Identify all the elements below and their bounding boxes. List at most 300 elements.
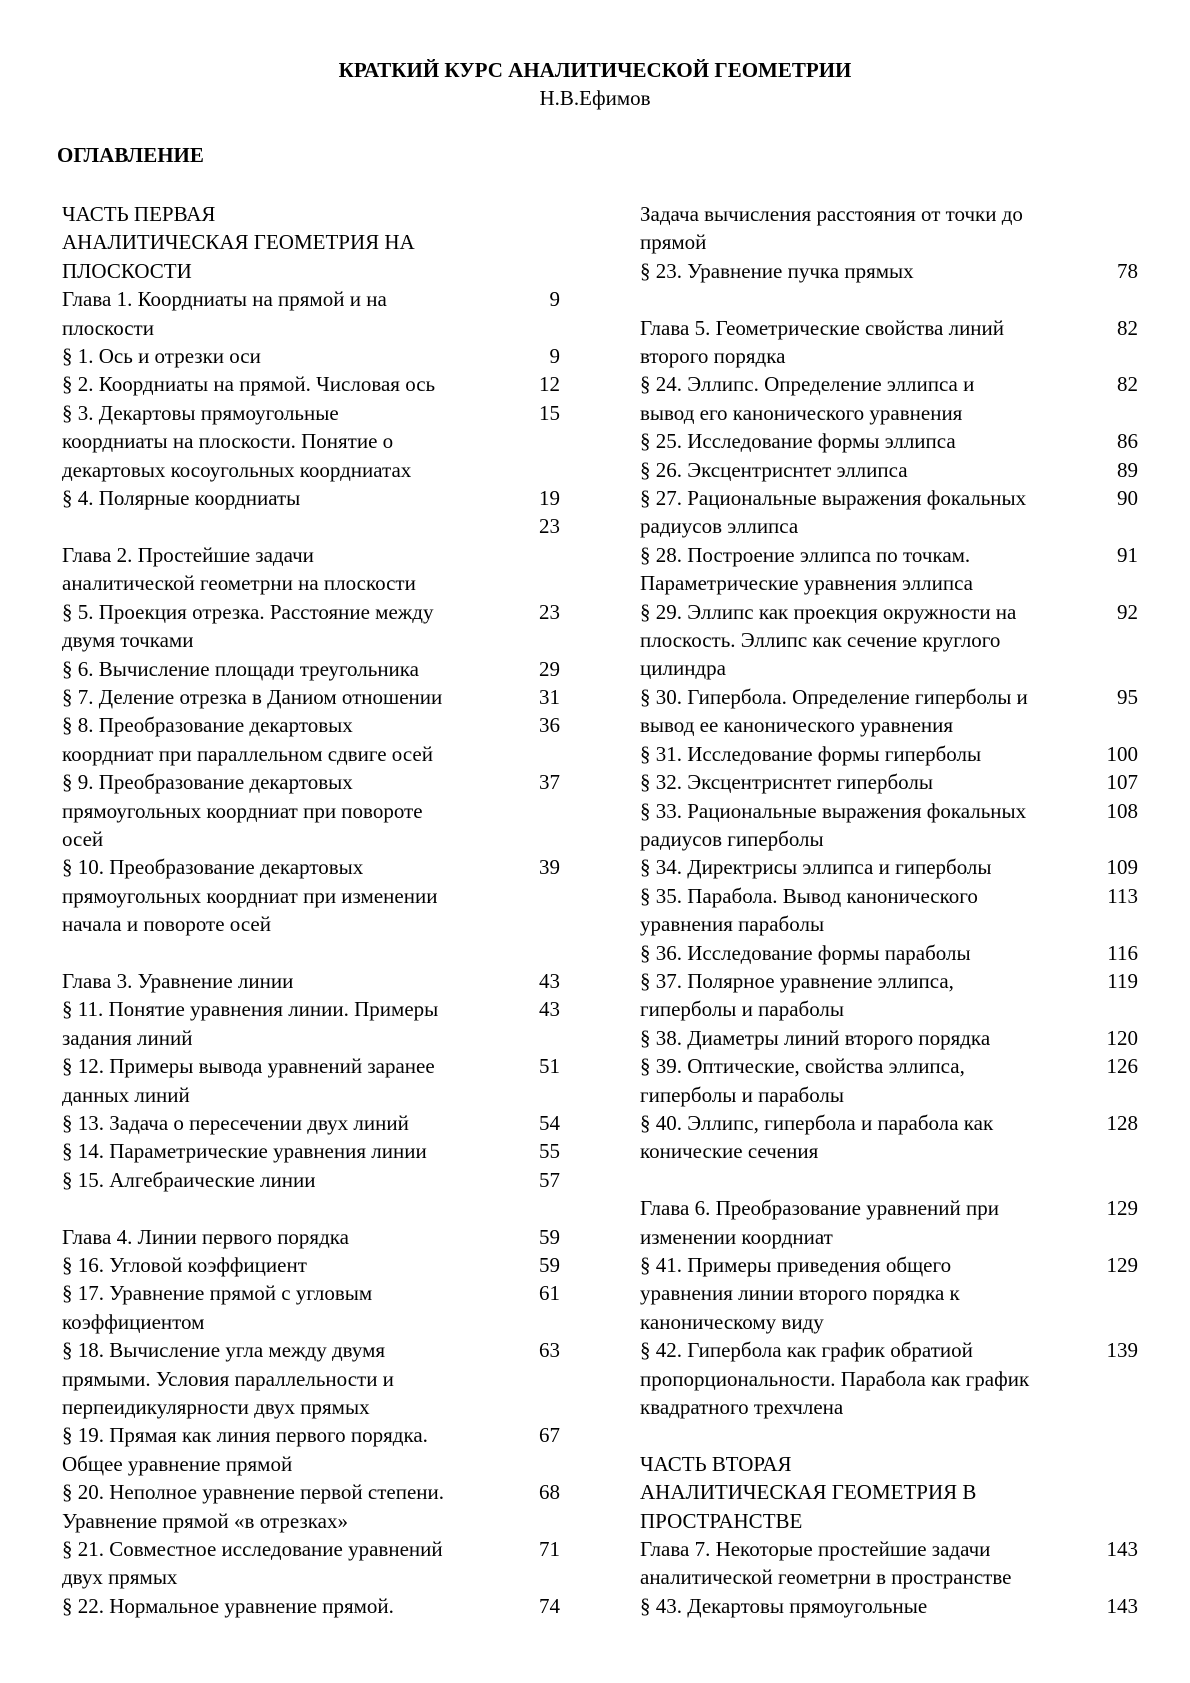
toc-entry xyxy=(640,285,1138,313)
toc-entry xyxy=(62,1450,560,1478)
toc-entry-title: осей xyxy=(62,826,104,851)
toc-entry-page xyxy=(506,1365,560,1393)
toc-entry-page xyxy=(506,939,560,967)
toc-entry-title: прямоугольных коордниат при повороте xyxy=(62,798,423,823)
toc-entry-page: 54 xyxy=(539,1110,560,1135)
toc-entry-page: 119 xyxy=(1107,968,1138,993)
toc-entry-title: § 4. Полярные коордниаты xyxy=(62,486,301,511)
toc-entry xyxy=(640,370,1138,398)
toc-entry-page: 91 xyxy=(1117,542,1138,567)
toc-entry xyxy=(640,1223,1138,1251)
toc-entry-page: 129 xyxy=(1106,1253,1138,1277)
toc-entry-page: 113 xyxy=(1107,883,1138,908)
toc-entry xyxy=(640,1365,1138,1393)
toc-entry-title: § 30. Гипербола. Определение гиперболы и xyxy=(640,684,1028,709)
toc-entry-title: ПЛОСКОСТИ xyxy=(62,258,192,283)
toc-entry-page: 90 xyxy=(1117,486,1138,511)
toc-entry-title: § 17. Уравнение прямой с угловым xyxy=(62,1281,373,1306)
toc-entry-title: § 22. Нормальное уравнение прямой. xyxy=(62,1593,394,1618)
toc-entry-page xyxy=(1084,910,1138,938)
toc-entry-title: коордниат при параллельном сдвиге осей xyxy=(62,741,433,766)
toc-entry-page xyxy=(506,314,560,342)
toc-entry-title: радиусов эллипса xyxy=(640,514,799,539)
toc-entry-page xyxy=(506,1024,560,1052)
toc-entry-title: § 29. Эллипс как проекция окружности на xyxy=(640,599,1017,624)
toc-entry-title: § 34. Директрисы эллипса и гиперболы xyxy=(640,855,992,880)
toc-entry xyxy=(640,399,1138,427)
toc-entry xyxy=(62,314,560,342)
toc-entry xyxy=(62,1052,560,1080)
toc-entry-title: Задача вычисления расстояния от точки до xyxy=(640,202,1023,226)
toc-entry xyxy=(62,569,560,597)
toc-entry-title: Глава 5. Геометрические свойства линий xyxy=(640,315,1005,340)
toc-entry xyxy=(62,740,560,768)
document-author: Н.В.Ефимов xyxy=(539,86,651,110)
toc-entry-page xyxy=(506,1563,560,1591)
toc-entry-title: § 13. Задача о пересечении двух линий xyxy=(62,1110,409,1135)
toc-entry-page xyxy=(506,1450,560,1478)
toc-entry-page: 74 xyxy=(539,1593,560,1618)
toc-entry xyxy=(62,1592,560,1620)
toc-entry-page: 12 xyxy=(539,372,560,397)
toc-entry-title: каноническому виду xyxy=(640,1309,824,1334)
toc-entry xyxy=(62,342,560,370)
toc-entry-page xyxy=(506,427,560,455)
toc-entry-title: § 21. Совместное исследование уравнений xyxy=(62,1537,443,1562)
toc-entry-page xyxy=(1084,1137,1138,1165)
toc-entry xyxy=(62,1109,560,1137)
toc-entry xyxy=(640,853,1138,881)
toc-entry xyxy=(62,825,560,853)
toc-entry-title: § 8. Преобразование декартовых xyxy=(62,713,353,738)
toc-entry xyxy=(640,882,1138,910)
toc-entry-page xyxy=(506,910,560,938)
toc-entry xyxy=(62,1024,560,1052)
toc-entry-title: § 7. Деление отрезка в Даниом отношении xyxy=(62,684,443,709)
toc-entry xyxy=(62,882,560,910)
toc-entry-title: двух прямых xyxy=(62,1565,178,1590)
toc-entry-title: Уравнение прямой «в отрезках» xyxy=(62,1508,348,1533)
toc-entry-page: 39 xyxy=(539,855,560,880)
toc-entry-title: § 18. Вычисление угла между двумя xyxy=(62,1338,386,1363)
toc-entry xyxy=(62,1308,560,1336)
toc-entry-title: прямыми. Условия параллельности и xyxy=(62,1366,394,1391)
toc-entry-title: прямоугольных коордниат при изменении xyxy=(62,883,438,908)
toc-entry xyxy=(62,1336,560,1364)
toc-entry-page: 43 xyxy=(539,997,560,1022)
toc-entry-page xyxy=(506,797,560,825)
toc-entry-page xyxy=(506,1308,560,1336)
toc-entry xyxy=(640,768,1138,796)
toc-entry xyxy=(640,512,1138,540)
toc-entry-title xyxy=(640,1166,1084,1194)
toc-entry xyxy=(62,1279,560,1307)
toc-entry-page xyxy=(506,1393,560,1421)
toc-entry-title: § 31. Исследование формы гиперболы xyxy=(640,741,982,766)
toc-entry xyxy=(62,257,560,285)
toc-entry-page: 108 xyxy=(1106,798,1138,823)
toc-entry-page: 63 xyxy=(539,1338,560,1363)
toc-entry-title: изменении коордниат xyxy=(640,1224,833,1249)
toc-entry xyxy=(640,1450,1138,1478)
toc-entry-title: гиперболы и параболы xyxy=(640,997,845,1022)
toc-entry xyxy=(62,370,560,398)
toc-entry-title: § 37. Полярное уравнение эллипса, xyxy=(640,968,954,993)
toc-entry-title: § 39. Оптические, свойства эллипса, xyxy=(640,1054,965,1079)
toc-entry-page: 109 xyxy=(1106,855,1138,880)
toc-entry-page xyxy=(506,228,560,256)
toc-entry-page xyxy=(506,626,560,654)
toc-entry-page: 67 xyxy=(539,1423,560,1448)
toc-entry-page: 36 xyxy=(539,713,560,738)
toc-entry xyxy=(62,427,560,455)
toc-entry-title: § 25. Исследование формы эллипса xyxy=(640,429,956,454)
toc-entry xyxy=(62,768,560,796)
toc-entry-title: уравнения линии второго порядка к xyxy=(640,1281,960,1306)
toc-entry-page: 71 xyxy=(539,1537,560,1562)
toc-entry xyxy=(640,654,1138,682)
toc-entry-title: плоскости xyxy=(62,315,154,340)
toc-entry-page: 82 xyxy=(1117,372,1138,397)
toc-entry-page: 57 xyxy=(539,1167,560,1192)
toc-entry-page: 92 xyxy=(1117,599,1138,624)
toc-entry xyxy=(62,797,560,825)
toc-entry xyxy=(640,1421,1138,1449)
toc-entry-title: плоскость. Эллипс как сечение круглого xyxy=(640,628,1001,653)
toc-entry-title: Глава 6. Преобразование уравнений при xyxy=(640,1196,999,1221)
toc-entry-title: второго порядка xyxy=(640,344,786,369)
toc-entry xyxy=(62,200,560,228)
toc-entry xyxy=(640,257,1138,285)
toc-entry-page xyxy=(1084,1450,1138,1478)
toc-entry xyxy=(640,598,1138,626)
toc-entry-page xyxy=(506,257,560,285)
toc-entry-page xyxy=(1084,200,1138,228)
toc-entry-title: Глава 7. Некоторые простейшие задачи xyxy=(640,1537,991,1562)
toc-entry-title: § 24. Эллипс. Определение эллипса и xyxy=(640,372,975,397)
toc-entry-page: 143 xyxy=(1106,1537,1138,1562)
toc-entry-title: гиперболы и параболы xyxy=(640,1082,845,1107)
toc-entry xyxy=(62,626,560,654)
toc-entry-page: 68 xyxy=(539,1480,560,1505)
toc-entry-title: Глава 2. Простейшие задачи xyxy=(62,542,314,567)
toc-entry-title: § 15. Алгебраические линии xyxy=(62,1167,316,1192)
toc-entry xyxy=(62,1137,560,1165)
toc-entry-page xyxy=(1084,512,1138,540)
toc-entry xyxy=(640,910,1138,938)
toc-entry-title: § 6. Вычисление площади треугольника xyxy=(62,656,419,681)
toc-entry-page xyxy=(506,200,560,228)
toc-entry-title: вывод его канонического уравнения xyxy=(640,400,963,425)
toc-entry-title: Глава 3. Уравнение линии xyxy=(62,968,294,993)
toc-entry-page xyxy=(1084,1166,1138,1194)
toc-entry-title xyxy=(62,1194,506,1222)
toc-entry-page: 95 xyxy=(1117,684,1138,709)
toc-entry-page: 129 xyxy=(1106,1196,1138,1221)
toc-entry xyxy=(640,711,1138,739)
toc-entry-title: § 38. Диаметры линий второго порядка xyxy=(640,1025,991,1050)
toc-entry-title: § 42. Гипербола как график обратиой xyxy=(640,1338,973,1363)
toc-entry xyxy=(640,1137,1138,1165)
toc-entry xyxy=(640,1308,1138,1336)
toc-entry-title: § 33. Рациональные выражения фокальных xyxy=(640,798,1027,823)
toc-entry-title: аналитической геометрни на плоскости xyxy=(62,571,416,596)
toc-entry xyxy=(640,1563,1138,1591)
toc-entry-page xyxy=(506,882,560,910)
toc-entry-page: 82 xyxy=(1117,315,1138,340)
toc-entry-title: радиусов гиперболы xyxy=(640,826,824,851)
toc-entry-title: § 41. Примеры приведения общего xyxy=(640,1253,952,1277)
toc-entry-title: задания линий xyxy=(62,1025,193,1050)
toc-entry xyxy=(640,427,1138,455)
toc-entry xyxy=(640,484,1138,512)
toc-entry-title: § 43. Декартовы прямоугольные xyxy=(640,1593,928,1618)
toc-entry xyxy=(640,1081,1138,1109)
toc-entry-page xyxy=(506,1507,560,1535)
toc-entry xyxy=(640,541,1138,569)
toc-entry xyxy=(62,1223,560,1251)
toc-entry xyxy=(62,285,560,313)
toc-entry xyxy=(62,228,560,256)
toc-column-left xyxy=(62,200,560,1620)
toc-entry-page xyxy=(506,456,560,484)
toc-entry-title: § 5. Проекция отрезка. Расстояние между xyxy=(62,599,434,624)
toc-entry xyxy=(62,995,560,1023)
toc-entry xyxy=(640,342,1138,370)
toc-entry xyxy=(62,456,560,484)
toc-entry-page: 120 xyxy=(1106,1025,1138,1050)
toc-entry-title: § 10. Преобразование декартовых xyxy=(62,855,364,880)
toc-entry xyxy=(62,1393,560,1421)
toc-entry-title: Глава 4. Линии первого порядка xyxy=(62,1224,349,1249)
toc-entry-page: 89 xyxy=(1117,457,1138,482)
toc-entry-title: § 28. Построение эллипса по точкам. xyxy=(640,542,971,567)
toc-entry xyxy=(62,399,560,427)
toc-entry-page xyxy=(1084,711,1138,739)
toc-entry-page: 55 xyxy=(539,1139,560,1164)
toc-entry xyxy=(62,1421,560,1449)
toc-entry-page: 37 xyxy=(539,770,560,795)
document-title: КРАТКИЙ КУРС АНАЛИТИЧЕСКОЙ ГЕОМЕТРИИ xyxy=(338,58,852,82)
toc-entry xyxy=(640,200,1138,228)
toc-entry xyxy=(62,1507,560,1535)
toc-entry-title: перпеидикулярности двух прямых xyxy=(62,1395,370,1420)
toc-entry-title: Общее уравнение прямой xyxy=(62,1451,293,1476)
toc-entry xyxy=(640,1478,1138,1506)
toc-entry-page xyxy=(1084,1563,1138,1591)
toc-entry-page xyxy=(1084,626,1138,654)
toc-entry xyxy=(62,1251,560,1279)
toc-entry-page: 143 xyxy=(1106,1593,1138,1618)
toc-entry-title: данных линий xyxy=(62,1082,190,1107)
toc-entry-title: § 19. Прямая как линия первого порядка. xyxy=(62,1423,428,1448)
toc-entry-title: ЧАСТЬ ВТОРАЯ xyxy=(640,1451,792,1476)
toc-entry xyxy=(640,967,1138,995)
toc-entry-title xyxy=(62,512,506,540)
toc-entry-page: 43 xyxy=(539,968,560,993)
toc-entry xyxy=(640,740,1138,768)
toc-entry-title xyxy=(62,939,506,967)
toc-entry xyxy=(640,1592,1138,1620)
toc-entry-title: АНАЛИТИЧЕСКАЯ ГЕОМЕТРИЯ В xyxy=(640,1480,977,1505)
toc-entry xyxy=(62,853,560,881)
toc-entry-title: двумя точками xyxy=(62,628,194,653)
toc-entry-title: § 16. Угловой коэффициент xyxy=(62,1253,307,1277)
toc-entry-title: ПРОСТРАНСТВЕ xyxy=(640,1508,803,1533)
toc-entry-page: 100 xyxy=(1106,741,1138,766)
toc-entry-page: 86 xyxy=(1117,429,1138,454)
toc-entry-title: ЧАСТЬ ПЕРВАЯ xyxy=(62,202,216,226)
toc-entry xyxy=(62,1478,560,1506)
toc-entry xyxy=(640,1507,1138,1535)
toc-entry-page: 116 xyxy=(1107,940,1138,965)
toc-entry xyxy=(62,512,560,540)
toc-entry-title: коэффициентом xyxy=(62,1309,205,1334)
toc-entry-title: § 3. Декартовы прямоугольные xyxy=(62,400,339,425)
toc-entry-title: аналитической геометрни в пространстве xyxy=(640,1565,1012,1590)
toc-entry xyxy=(640,1279,1138,1307)
toc-entry-page: 9 xyxy=(549,344,560,369)
toc-entry xyxy=(640,314,1138,342)
toc-entry xyxy=(62,910,560,938)
toc-entry-page: 29 xyxy=(539,656,560,681)
toc-entry-page xyxy=(1084,569,1138,597)
toc-entry xyxy=(640,825,1138,853)
toc-entry-page: 59 xyxy=(539,1224,560,1249)
toc-entry-page xyxy=(1084,342,1138,370)
toc-entry xyxy=(640,626,1138,654)
toc-entry xyxy=(640,939,1138,967)
toc-entry-page xyxy=(1084,1223,1138,1251)
toc-entry xyxy=(62,541,560,569)
toc-entry xyxy=(640,456,1138,484)
toc-entry-page xyxy=(1084,654,1138,682)
toc-entry-title: § 32. Эксцентриснтет гиперболы xyxy=(640,770,933,795)
toc-entry-title: § 27. Рациональные выражения фокальных xyxy=(640,486,1027,511)
toc-entry-title xyxy=(640,285,1084,313)
toc-entry-page: 107 xyxy=(1106,770,1138,795)
toc-entry-title: § 9. Преобразование декартовых xyxy=(62,770,353,795)
toc-heading: ОГЛАВЛЕНИЕ xyxy=(57,143,204,167)
toc-entry xyxy=(640,1393,1138,1421)
toc-entry-title: декартовых косоугольных коордниатах xyxy=(62,457,412,482)
toc-entry xyxy=(640,1336,1138,1364)
toc-entry xyxy=(62,484,560,512)
toc-entry xyxy=(640,1251,1138,1279)
toc-entry-title: § 40. Эллипс, гипербола и парабола как xyxy=(640,1110,994,1135)
toc-entry xyxy=(640,1109,1138,1137)
toc-entry-title: начала и повороте осей xyxy=(62,912,271,937)
toc-entry xyxy=(640,797,1138,825)
toc-entry xyxy=(62,683,560,711)
toc-entry-page xyxy=(1084,1308,1138,1336)
toc-entry xyxy=(62,1563,560,1591)
toc-entry-page xyxy=(506,569,560,597)
toc-entry-title: § 26. Эксцентриснтет эллипса xyxy=(640,457,908,482)
toc-entry-title: уравнения параболы xyxy=(640,912,825,937)
toc-entry-title: § 1. Ось и отрезки оси xyxy=(62,344,261,369)
toc-entry xyxy=(62,1535,560,1563)
toc-entry-title: вывод ее канонического уравнения xyxy=(640,713,954,738)
toc-entry xyxy=(640,1194,1138,1222)
toc-entry-page xyxy=(1084,1279,1138,1307)
toc-entry-title: пропорциональности. Парабола как график xyxy=(640,1366,1030,1391)
toc-entry xyxy=(640,1166,1138,1194)
toc-entry-page xyxy=(1084,1365,1138,1393)
toc-entry-page xyxy=(506,1081,560,1109)
toc-entry xyxy=(62,939,560,967)
toc-entry-page xyxy=(1084,285,1138,313)
toc-entry-page: 19 xyxy=(539,486,560,511)
toc-entry xyxy=(640,1052,1138,1080)
toc-entry-title: § 2. Коордниаты на прямой. Числовая ось xyxy=(62,372,436,397)
toc-entry-page xyxy=(1084,995,1138,1023)
toc-column-right xyxy=(640,200,1138,1620)
toc-entry-page: 51 xyxy=(539,1054,560,1079)
toc-entry-page xyxy=(506,825,560,853)
toc-entry-page: 59 xyxy=(539,1253,560,1277)
toc-entry xyxy=(62,1365,560,1393)
toc-entry xyxy=(640,683,1138,711)
toc-entry-page xyxy=(1084,1081,1138,1109)
toc-entry-page: 23 xyxy=(539,514,560,539)
toc-entry-title: квадратного трехчлена xyxy=(640,1395,844,1420)
toc-entry-title: АНАЛИТИЧЕСКАЯ ГЕОМЕТРИЯ НА xyxy=(62,230,415,255)
toc-entry xyxy=(640,569,1138,597)
toc-entry xyxy=(640,1535,1138,1563)
toc-entry-page xyxy=(1084,228,1138,256)
toc-entry-page xyxy=(1084,825,1138,853)
toc-entry-title: § 35. Парабола. Вывод канонического xyxy=(640,883,978,908)
toc-entry-title: конические сечения xyxy=(640,1139,819,1164)
toc-entry-title: § 36. Исследование формы параболы xyxy=(640,940,971,965)
toc-entry-page: 78 xyxy=(1117,258,1138,283)
toc-entry-page: 23 xyxy=(539,599,560,624)
toc-entry xyxy=(640,228,1138,256)
toc-entry-page xyxy=(1084,1393,1138,1421)
toc-entry-page xyxy=(1084,1421,1138,1449)
toc-entry-page: 15 xyxy=(539,400,560,425)
toc-entry xyxy=(62,967,560,995)
toc-entry xyxy=(62,711,560,739)
toc-entry xyxy=(62,598,560,626)
toc-entry-title: цилиндра xyxy=(640,656,726,681)
toc-entry-title: § 14. Параметрические уравнения линии xyxy=(62,1139,427,1164)
toc-entry-page: 61 xyxy=(539,1281,560,1306)
toc-entry-title xyxy=(640,1421,1084,1449)
toc-entry-page: 139 xyxy=(1106,1338,1138,1363)
toc-entry-page: 128 xyxy=(1106,1110,1138,1135)
toc-entry-page xyxy=(1084,1478,1138,1506)
toc-entry-title: Глава 1. Коордниаты на прямой и на xyxy=(62,287,387,312)
toc-entry-page: 126 xyxy=(1106,1054,1138,1079)
toc-entry xyxy=(62,1081,560,1109)
toc-entry-page: 9 xyxy=(549,287,560,312)
toc-entry-title: § 11. Понятие уравнения линии. Примеры xyxy=(62,997,439,1022)
toc-entry-title: коордниаты на плоскости. Понятие о xyxy=(62,429,394,454)
toc-entry xyxy=(62,1194,560,1222)
toc-entry-page xyxy=(1084,399,1138,427)
toc-entry-title: прямой xyxy=(640,230,707,255)
toc-entry xyxy=(640,995,1138,1023)
toc-entry-page xyxy=(506,541,560,569)
toc-entry-title: § 12. Примеры вывода уравнений заранее xyxy=(62,1054,435,1079)
toc-entry-title: § 23. Уравнение пучка прямых xyxy=(640,258,914,283)
toc-entry-title: § 20. Неполное уравнение первой степени. xyxy=(62,1480,445,1505)
toc-entry xyxy=(62,655,560,683)
toc-entry-title: Параметрические уравнения эллипса xyxy=(640,571,973,596)
toc-entry-page xyxy=(506,740,560,768)
